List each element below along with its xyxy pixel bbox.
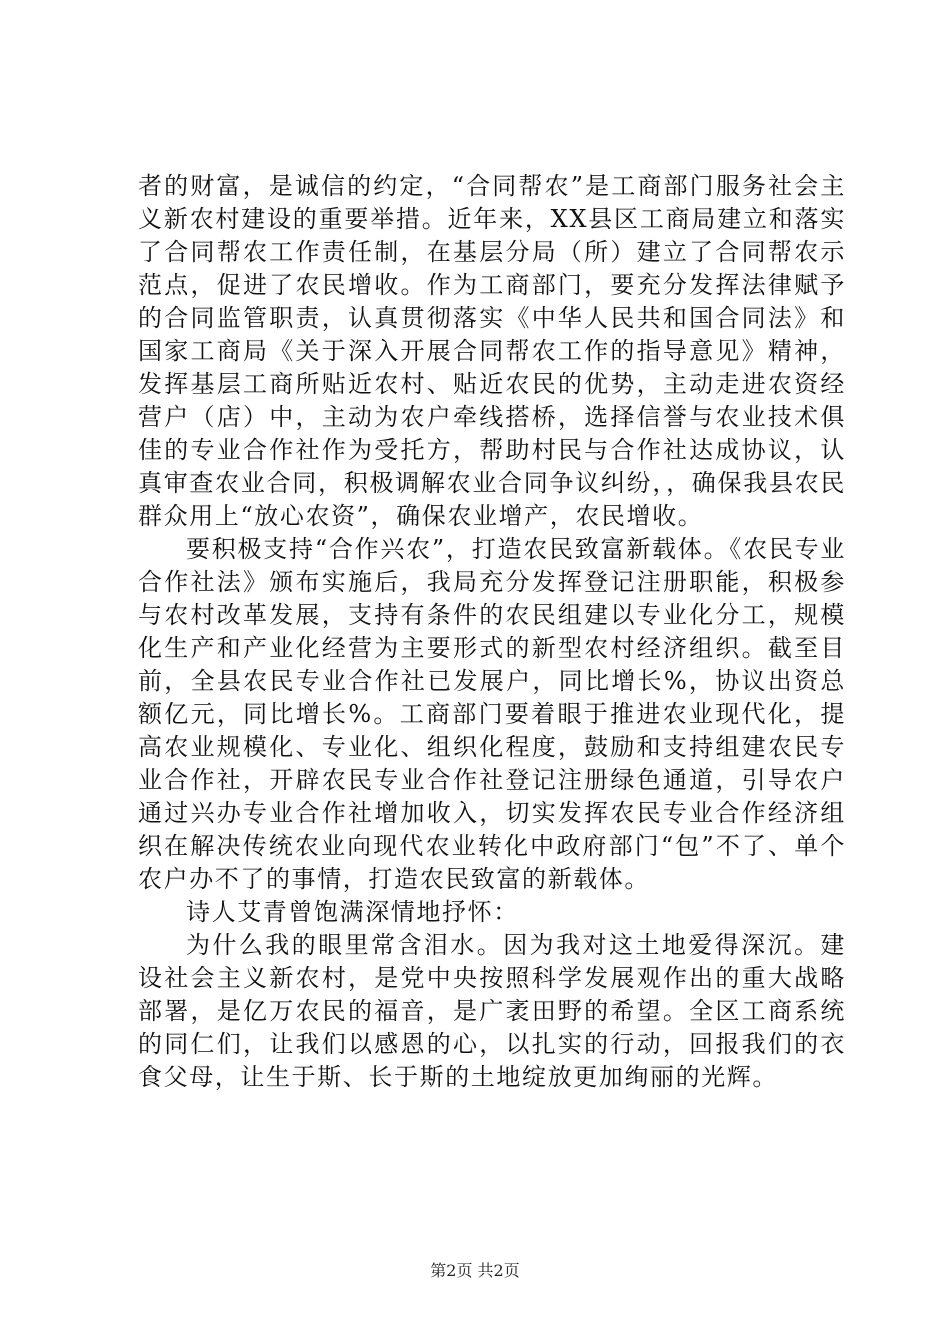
paragraph-closing: 为什么我的眼里常含泪水。因为我对这土地爱得深沉。建设社会主义新农村，是党中央按照科学发展观作出的重大战略部署，是亿万农民的福音，是广袤田野的希望。全区工商系统的同仁们，让我们以感恩的心，以扎实的行动，回报我们的衣食父母，让生于斯、长于斯的土地绽放更加绚丽的光辉。 xyxy=(138,931,846,1091)
document-body xyxy=(138,170,846,1094)
paragraph-contract-aid: 者的财富，是诚信的约定，“合同帮农”是工商部门服务社会主义新农村建设的重要举措。近年来，XX县区工商局建立和落实了合同帮农工作责任制，在基层分局（所）建立了合同帮农示范点，促进了农民增收。作为工商部门，要充分发挥法律赋予的合同监管职责，认真贯彻落实《中华人民共和国合同法》和国家工商局《关于深入开展合同帮农工作的指导意见》精神，发挥基层工商所贴近农村、贴近农民的优势，主动走进农资经营户（店）中，主动为农户牵线搭桥，选择信誉与农业技术俱佳的专业合作社作为受托方，帮助村民与合作社达成协议，认真审查农业合同，积极调解农业合同争议纠纷，，确保我县农民群众用上“放心农资”，确保农业增产，农民增收。 xyxy=(138,172,846,530)
page-number-footer: 第2页 共2页 xyxy=(430,1261,520,1280)
paragraph-cooperative-support: 要积极支持“合作兴农”，打造农民致富新载体。《农民专业合作社法》颁布实施后，我局充分发挥登记注册职能，积极参与农村改革发展，支持有条件的农民组建以专业化分工，规模化生产和产业化经营为主要形式的新型农村经济组织。截至目前，全县农民专业合作社已发展户，同比增长%，协议出资总额亿元，同比增长%。工商部门要着眼于推进农业现代化，提高农业规模化、专业化、组织化程度，鼓励和支持组建农民专业合作社，开辟农民专业合作社登记注册绿色通道，引导农户通过兴办专业合作社增加收入，切实发挥农民专业合作经济组织在解决传统农业向现代农业转化中政府部门“包”不了、单个农户办不了的事情，打造农民致富的新载体。 xyxy=(138,535,846,893)
paragraph-poet-intro: 诗人艾青曾饱满深情地抒怀： xyxy=(186,898,519,926)
